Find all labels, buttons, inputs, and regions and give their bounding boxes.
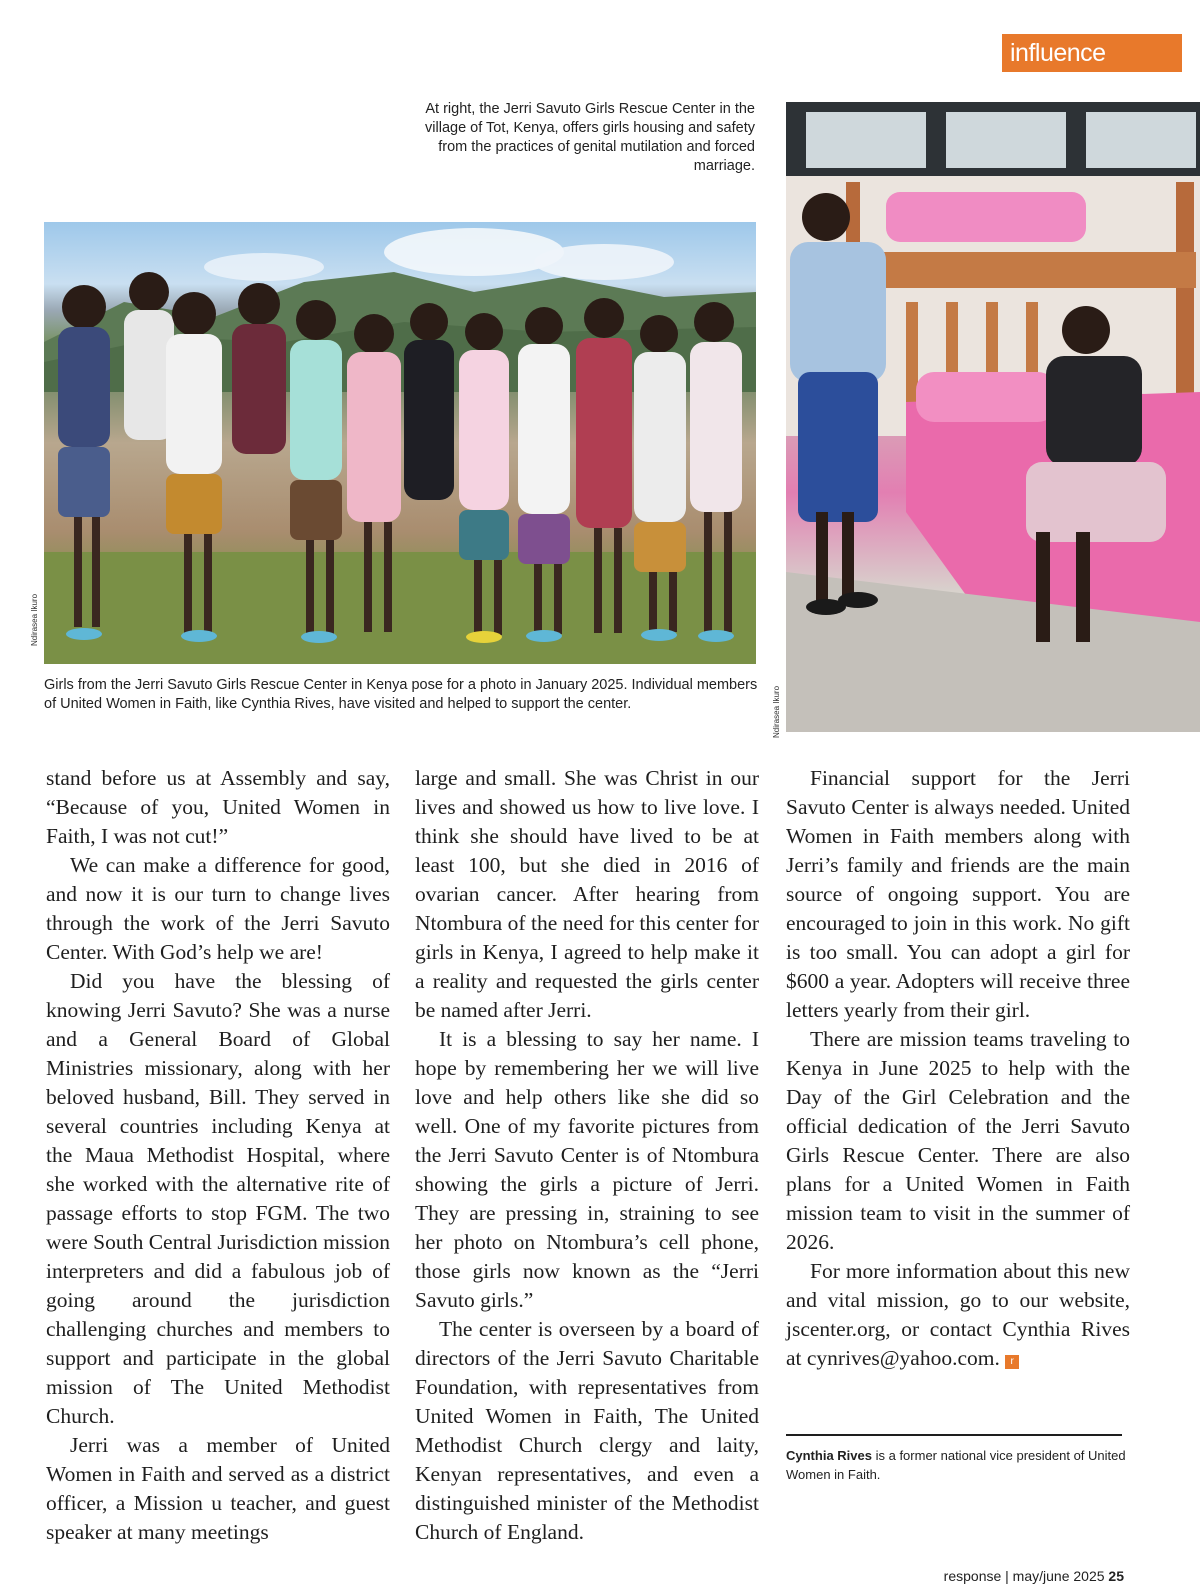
body-column-2 (415, 764, 759, 1547)
paragraph: Did you have the blessing of knowing Jerri Savuto? She was a nurse and a General Board of Global Ministries missionary, along with her beloved husband, Bill. They served in several countries including Kenya at the Maua Methodist Hospital, where she worked with the alternative rite of passage efforts to stop FGM. The two were South Central Jurisdiction mission interpreters and did a fabulous job of going around the jurisdiction challenging churches and members to support and participate in the global mission of The United Methodist Church. (46, 969, 390, 1428)
paragraph: stand before us at Assembly and say, “Because of you, United Women in Faith, I was not cut!” (46, 766, 390, 848)
group-photo (44, 222, 756, 664)
photo-caption-right: At right, the Jerri Savuto Girls Rescue Center in the village of Tot, Kenya, offers girls housing and safety from the practices of genital mutilation and forced marriage. (425, 101, 755, 174)
paragraph-text: For more information about this new and vital mission, go to our website, jscenter.org, or contact Cynthia Rives at cynrives@yahoo.com. (786, 1259, 1130, 1370)
bunk-bed-illustration (786, 102, 1200, 732)
paragraph (786, 1257, 1130, 1373)
bunk-bed-photo (786, 102, 1200, 732)
footer-publication: response | may/june 2025 (943, 1568, 1105, 1584)
page-number: 25 (1108, 1568, 1124, 1584)
paragraph: Jerri was a member of United Women in Faith and served as a district officer, a Mission u teacher, and guest speaker at many meetings (46, 1433, 390, 1544)
section-tab: influence (1002, 34, 1182, 72)
author-bio-text: is a former national vice president of United Women in Faith. (786, 1448, 1126, 1482)
photo-caption-main: Girls from the Jerri Savuto Girls Rescue Center in Kenya pose for a photo in January 2025. Individual members of United Women in Faith, like Cynthia Rives, have visited and helped to support the center. (44, 677, 758, 712)
author-bio (786, 1446, 1126, 1484)
body-column-3 (786, 764, 1130, 1373)
paragraph: We can make a difference for good, and now it is our turn to change lives through the work of the Jerri Savuto Center. With God’s help we are! (46, 853, 390, 964)
body-column-1 (46, 764, 390, 1547)
author-name: Cynthia Rives (786, 1448, 872, 1463)
paragraph: The center is overseen by a board of directors of the Jerri Savuto Charitable Foundation, with representatives from United Women in Faith, The United Methodist Church clergy and laity, Kenyan representatives, and even a distinguished minister of the Methodist Church of England. (415, 1317, 759, 1544)
photo-credit-2: Ndirasea Ikuro (772, 685, 781, 738)
paragraph: large and small. She was Christ in our lives and showed us how to live love. I think she should have lived to be at least 100, but she died in 2016 of ovarian cancer. After hearing from Ntombura of the need for this center for girls in Kenya, I agreed to help make it a reality and requested the girls center be named after Jerri. (415, 766, 759, 1022)
paragraph: It is a blessing to say her name. I hope by remembering her we will live love and help others like she did so well. One of my favorite pictures from the Jerri Savuto Center is of Ntombura showing the girls a picture of Jerri. They are pressing in, straining to see her photo on Ntombura’s cell phone, those girls now known as the “Jerri Savuto girls.” (415, 1027, 759, 1312)
photo-credit-1: Ndirasea Ikuro (30, 593, 39, 646)
bio-divider (786, 1434, 1122, 1436)
end-of-article-icon: r (1005, 1355, 1019, 1369)
group-photo-illustration (44, 222, 756, 664)
paragraph: There are mission teams traveling to Kenya in June 2025 to help with the Day of the Girl Celebration and the official dedication of the Jerri Savuto Girls Rescue Center. There are also plans for a United Women in Faith mission team to visit in the summer of 2026. (786, 1027, 1130, 1254)
page-footer (944, 1568, 1124, 1584)
paragraph: Financial support for the Jerri Savuto Center is always needed. United Women in Faith members along with Jerri’s family and friends are the main source of ongoing support. You are encouraged to join in this work. No gift is too small. You can adopt a girl for $600 a year. Adopters will receive three letters yearly from their girl. (786, 766, 1130, 1022)
